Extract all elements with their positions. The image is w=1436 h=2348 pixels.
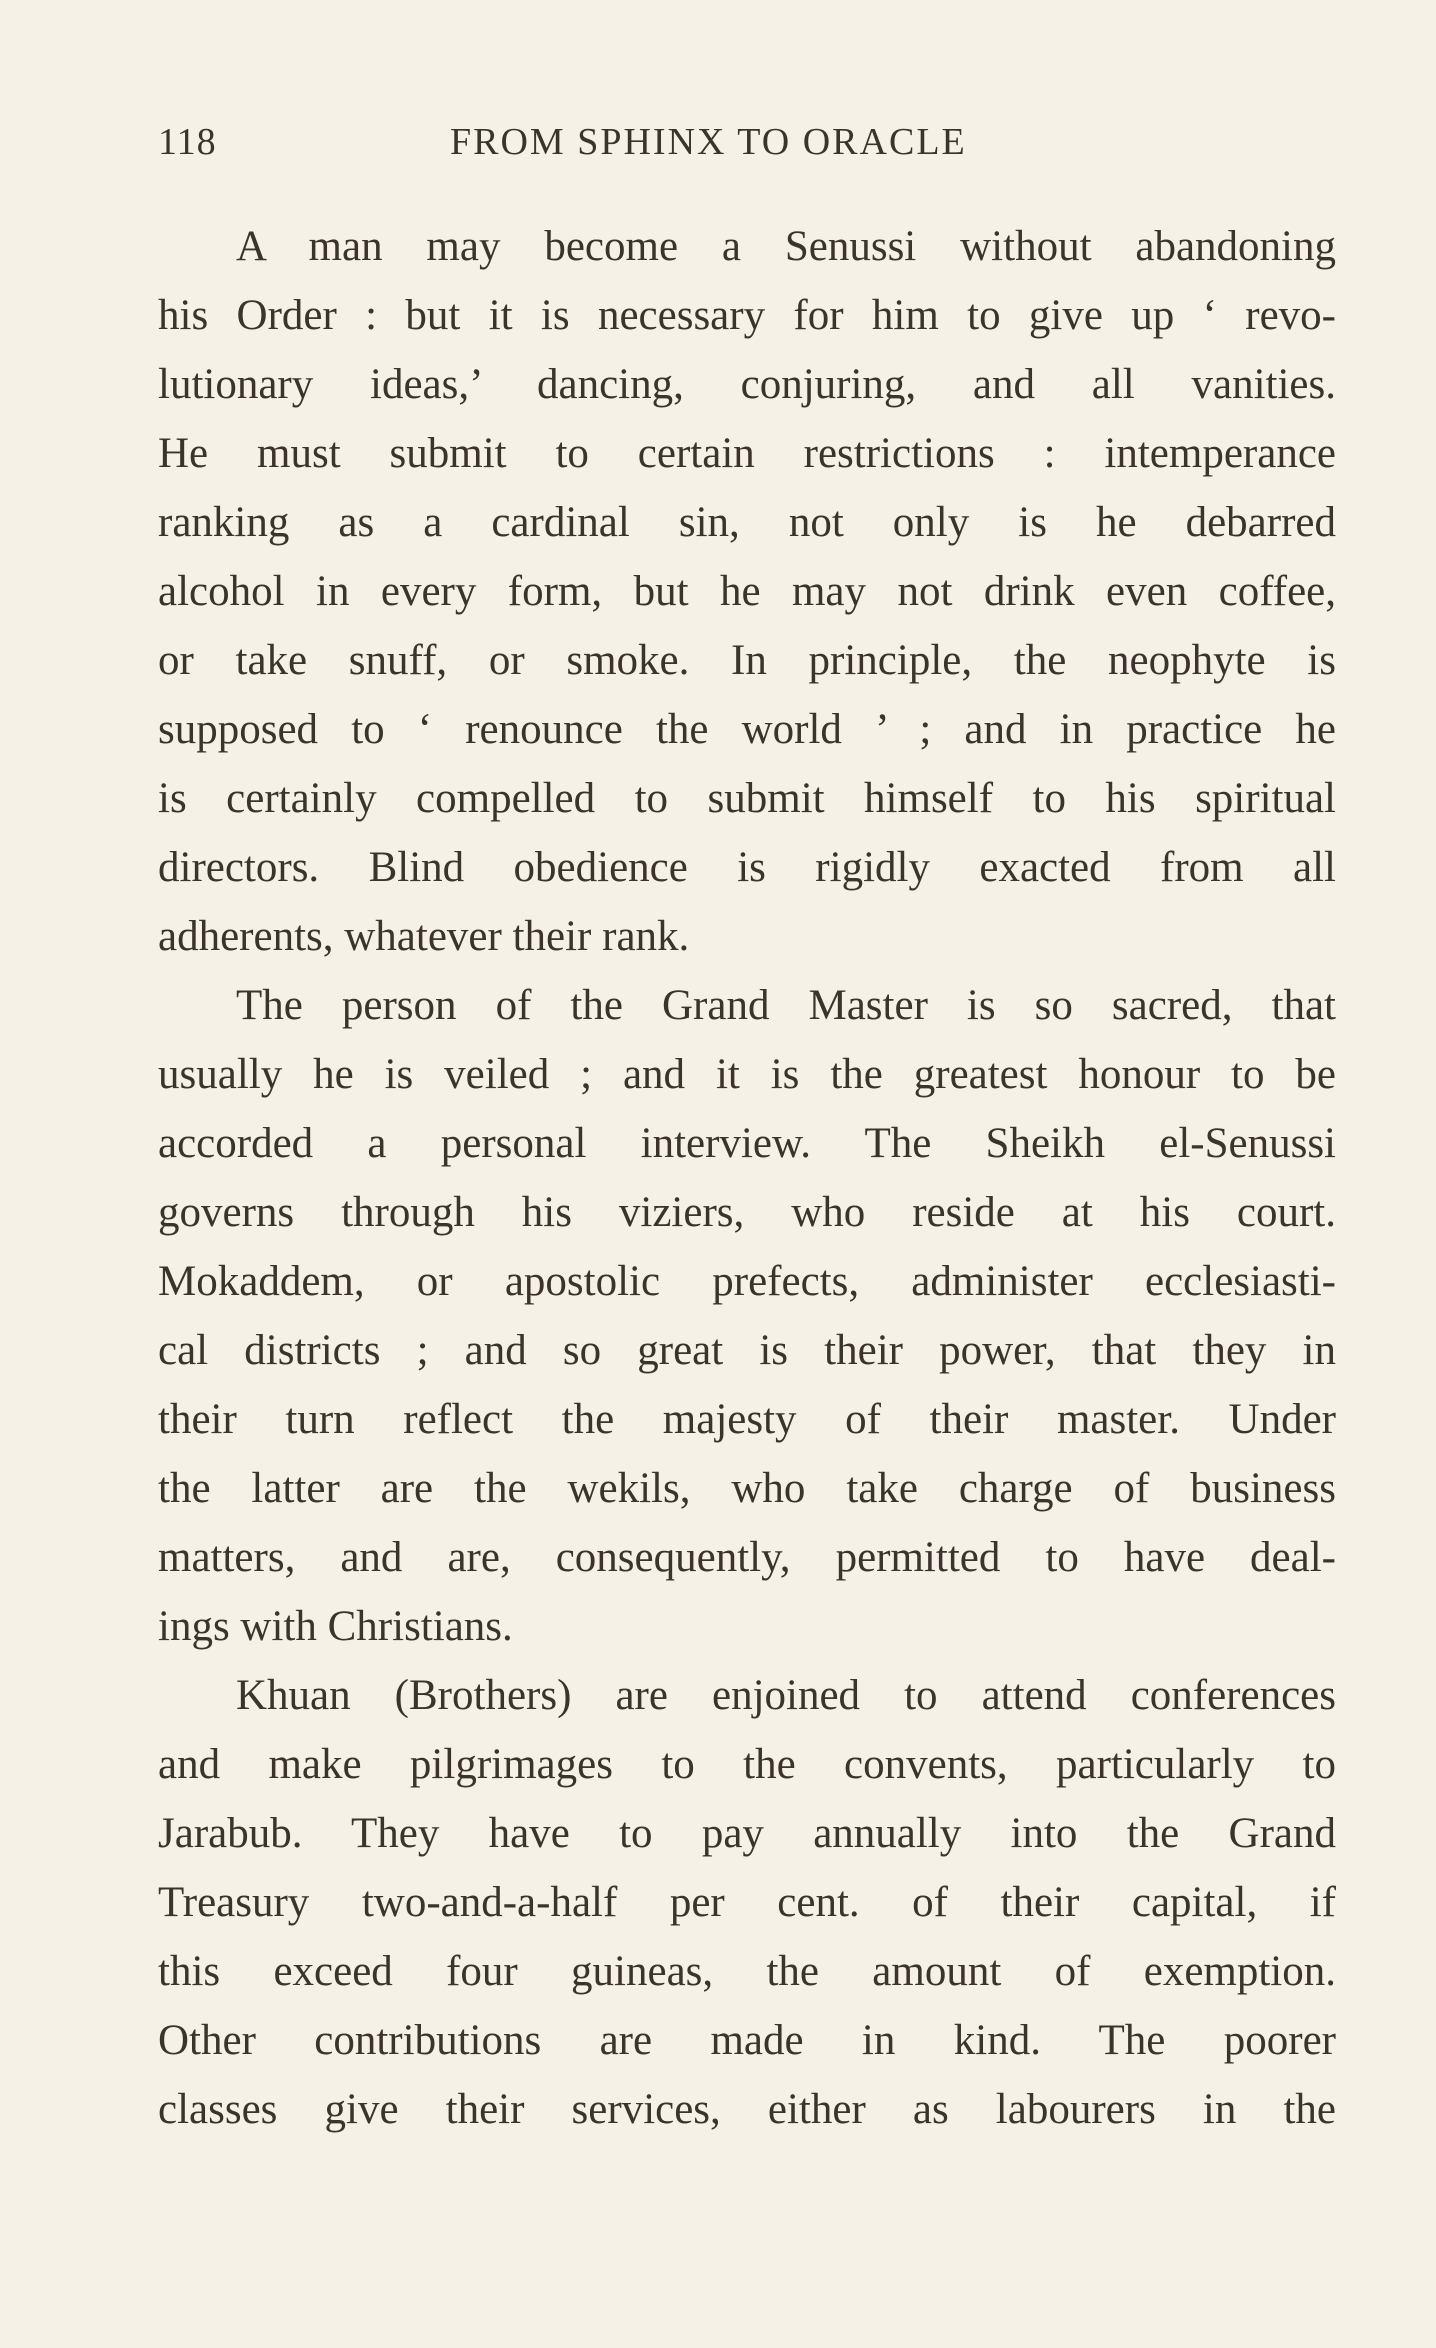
book-title: FROM SPHINX TO ORACLE [450, 121, 967, 163]
text-line: or take snuff, or smoke. In principle, the neophyte is [158, 637, 1336, 684]
text-line: lutionary ideas,’ dancing, conjuring, and all vanities. [158, 361, 1336, 408]
text-line: Other contributions are made in kind. The poorer [158, 2017, 1336, 2064]
running-head [158, 120, 1338, 170]
text-line: ranking as a cardinal sin, not only is he debarred [158, 499, 1336, 546]
text-line: alcohol in every form, but he may not drink even coffee, [158, 568, 1336, 615]
text-line: Treasury two-and-a-half per cent. of their capital, if [158, 1879, 1336, 1926]
text-line: Mokaddem, or apostolic prefects, administer ecclesiasti- [158, 1258, 1336, 1305]
text-line: He must submit to certain restrictions : intemperance [158, 430, 1336, 477]
text-line: accorded a personal interview. The Sheikh el-Senussi [158, 1120, 1336, 1167]
body-text [158, 212, 1336, 2144]
text-line: Jarabub. They have to pay annually into the Grand [158, 1810, 1336, 1857]
text-line: is certainly compelled to submit himself to his spiritual [158, 775, 1336, 822]
text-line: this exceed four guineas, the amount of exemption. [158, 1948, 1336, 1995]
text-line: directors. Blind obedience is rigidly exacted from all [158, 844, 1336, 891]
text-line: classes give their services, either as labourers in the [158, 2086, 1336, 2133]
text-line: their turn reflect the majesty of their master. Under [158, 1396, 1336, 1443]
text-line: and make pilgrimages to the convents, particularly to [158, 1741, 1336, 1788]
text-line: his Order : but it is necessary for him to give up ‘ revo- [158, 292, 1336, 339]
text-line: matters, and are, consequently, permitted to have deal- [158, 1534, 1336, 1581]
text-line: the latter are the wekils, who take charge of business [158, 1465, 1336, 1512]
text-line: adherents, whatever their rank. [158, 913, 690, 960]
text-line: supposed to ‘ renounce the world ’ ; and in practice he [158, 706, 1336, 753]
text-line: usually he is veiled ; and it is the greatest honour to be [158, 1051, 1336, 1098]
text-line: governs through his viziers, who reside at his court. [158, 1189, 1336, 1236]
text-line: The person of the Grand Master is so sacred, that [236, 982, 1336, 1029]
text-line: A man may become a Senussi without abandoning [236, 223, 1336, 270]
text-line: Khuan (Brothers) are enjoined to attend conferences [236, 1672, 1336, 1719]
page-number: 118 [158, 121, 217, 163]
text-line: cal districts ; and so great is their power, that they in [158, 1327, 1336, 1374]
text-line: ings with Christians. [158, 1603, 513, 1650]
